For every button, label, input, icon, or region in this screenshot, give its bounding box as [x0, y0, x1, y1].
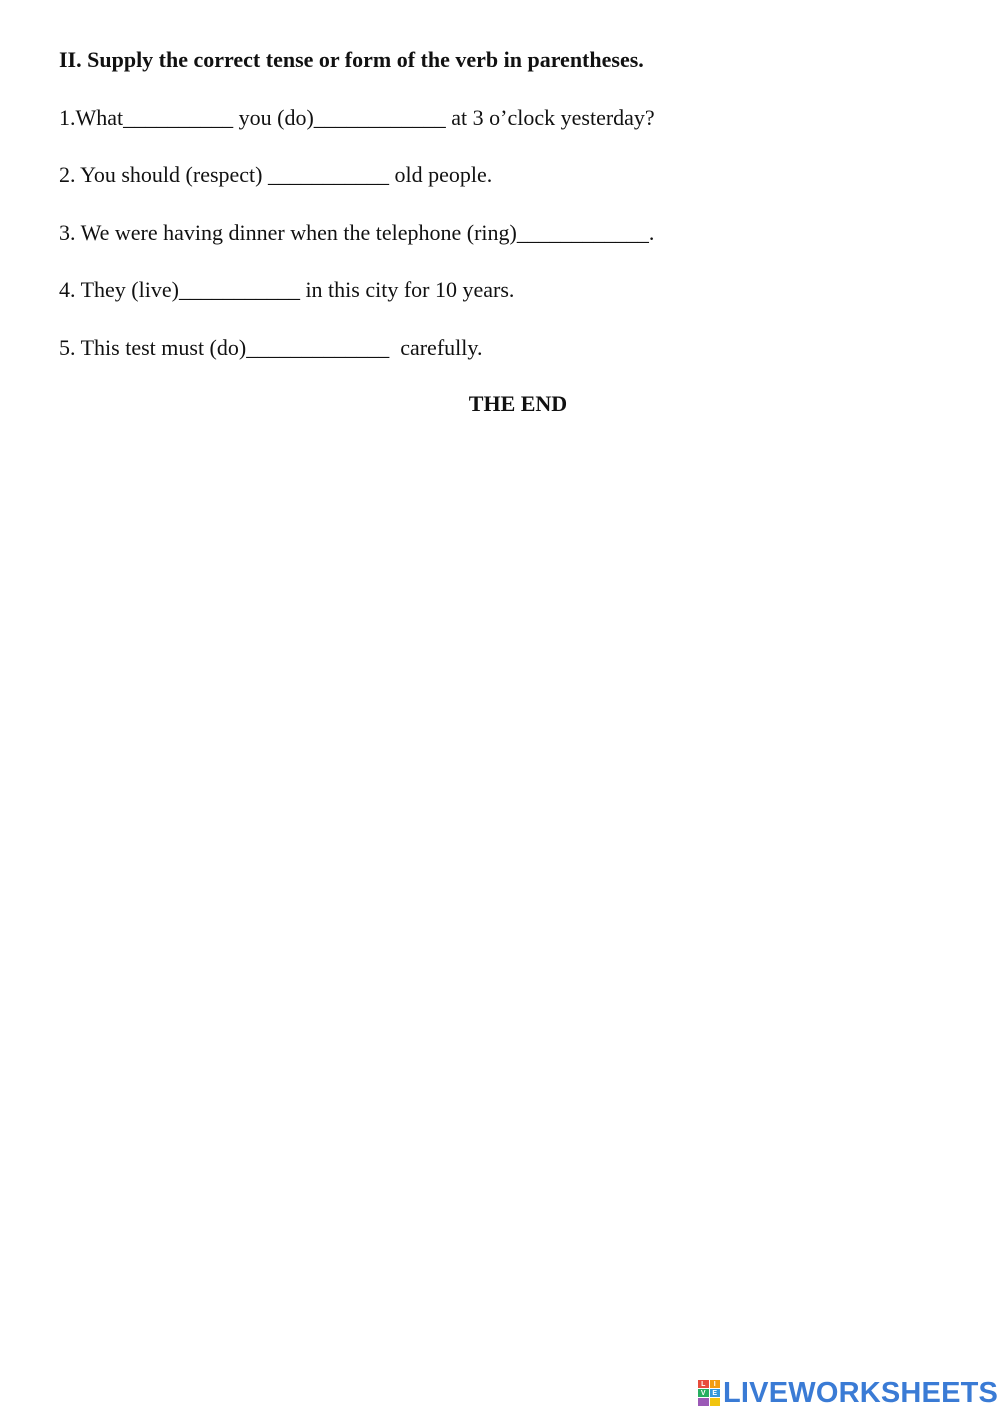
question-3: 3. We were having dinner when the telephone (ring)____________.	[59, 220, 655, 245]
logo-text: LIVEWORKSHEETS	[723, 1376, 999, 1409]
question-2: 2. You should (respect) ___________ old people.	[59, 162, 493, 187]
logo-mark-cell: I	[710, 1380, 721, 1388]
section-heading: II. Supply the correct tense or form of the verb in parentheses.	[59, 47, 644, 72]
logo-mark-cell	[698, 1398, 709, 1406]
logo-mark-cell	[710, 1398, 721, 1406]
liveworksheets-logo	[698, 1377, 998, 1409]
logo-mark-cell: L	[698, 1380, 709, 1388]
logo-mark-icon	[698, 1380, 720, 1406]
logo-mark-cell: V	[698, 1389, 709, 1397]
question-5: 5. This test must (do)_____________ carefully.	[59, 335, 483, 360]
question-4: 4. They (live)___________ in this city for 10 years.	[59, 277, 515, 302]
question-1: 1.What__________ you (do)____________ at 3 o’clock yesterday?	[59, 105, 655, 130]
the-end-text: THE END	[468, 391, 568, 416]
logo-mark-cell: E	[710, 1389, 721, 1397]
